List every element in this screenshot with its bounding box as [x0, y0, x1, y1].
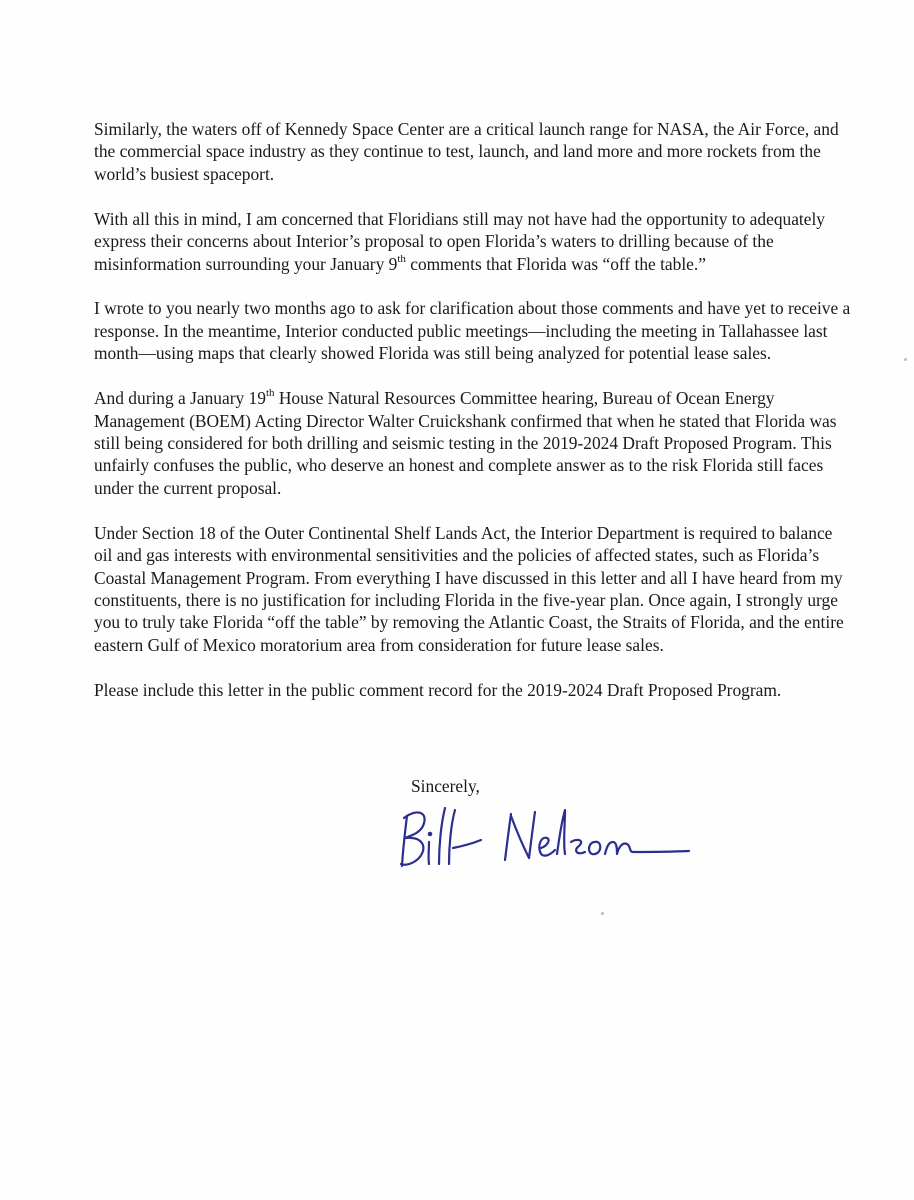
- letter-paragraph: [94, 387, 854, 499]
- letter-paragraph: [94, 522, 854, 656]
- letter-paragraph: [94, 297, 854, 364]
- letter-paragraph: [94, 208, 854, 275]
- scan-speck: [904, 358, 907, 361]
- paragraph-text: Please include this letter in the public comment record for the 2019-2024 Draft Proposed Program.: [94, 679, 782, 700]
- paragraph-text: House Natural Resources Committee hearing, Bureau of Ocean Energy Management (BOEM) Acting Director Walter Cruickshank confirmed that when he stated that Florida was still being considered for both drilling and seismic testing in the 2019-2024 Draft Proposed Program. This unfairly confuses the public, who deserve an honest and complete answer as to the risk Florida still faces under the current proposal.: [94, 388, 837, 498]
- paragraph-text: I wrote to you nearly two months ago to ask for clarification about those comments and have yet to receive a response. In the meantime, Interior conducted public meetings—including the meeting in Tallahassee last month—using maps that clearly showed Florida was still being analyzed for potential lease sales.: [94, 298, 851, 364]
- ordinal-suffix: th: [397, 252, 406, 265]
- letter-body: [94, 118, 854, 724]
- letter-paragraph: [94, 118, 854, 185]
- scan-speck: [601, 912, 604, 915]
- paragraph-text: comments that Florida was “off the table.”: [405, 253, 706, 274]
- handwritten-signature: [395, 796, 695, 876]
- paragraph-text: Under Section 18 of the Outer Continental Shelf Lands Act, the Interior Department is required to balance oil and gas interests with environmental sensitivities and the policies of affected states, such as Florida’s Coastal Management Program. From everything I have discussed in this letter and all I have heard from my constituents, there is no justification for including Florida in the five-year plan. Once again, I strongly urge you to truly take Florida “off the table” by removing the Atlantic Coast, the Straits of Florida, and the entire eastern Gulf of Mexico moratorium area from consideration for future lease sales.: [94, 522, 844, 655]
- ordinal-suffix: th: [265, 387, 275, 400]
- paragraph-text: With all this in mind, I am concerned that Floridians still may not have had the opportunity to adequately express their concerns about Interior’s proposal to open Florida’s waters to drilling because of the misinformation surrounding your January 9: [94, 208, 826, 274]
- closing-salutation: Sincerely,: [411, 776, 480, 796]
- paragraph-text: Similarly, the waters off of Kennedy Space Center are a critical launch range for NASA, the Air Force, and the commercial space industry as they continue to test, launch, and land more and more rockets from the world’s busiest spaceport.: [94, 119, 839, 184]
- paragraph-text: And during a January 19: [94, 388, 266, 409]
- letter-paragraph: [94, 679, 854, 701]
